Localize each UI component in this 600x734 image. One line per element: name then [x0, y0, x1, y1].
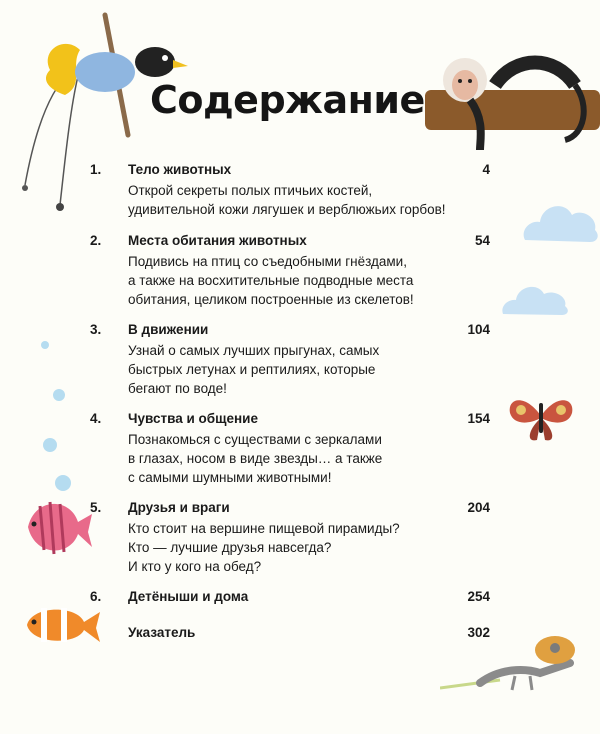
entry-heading: Друзья и враги	[128, 500, 230, 515]
entry-page: 254	[467, 589, 490, 604]
entry-heading: Тело животных	[128, 162, 232, 177]
entry-number: 1.	[90, 162, 102, 177]
entry-description	[128, 341, 468, 398]
entry-heading: Места обитания животных	[128, 233, 307, 248]
entry-description	[128, 181, 468, 219]
entry-heading: Детёныши и дома	[128, 589, 249, 604]
description-line: Подивись на птиц со съедобными гнёздами,	[128, 254, 407, 269]
entry-number: 5.	[90, 500, 102, 515]
entry-description	[128, 252, 468, 309]
description-line: в глазах, носом в виде звезды… а также	[128, 451, 383, 466]
entry-description	[128, 430, 468, 487]
entry-page: 302	[467, 625, 490, 640]
entry-description	[128, 519, 468, 576]
description-line: Узнай о самых лучших прыгунах, самых	[128, 343, 380, 358]
entry-heading: Чувства и общение	[128, 411, 258, 426]
description-line: Открой секреты полых птичьих костей,	[128, 183, 373, 198]
description-line: Кто стоит на вершине пищевой пирамиды?	[128, 521, 400, 536]
entry-number: 2.	[90, 233, 102, 248]
description-line: бегают по воде!	[128, 381, 227, 396]
description-line: Познакомься с существами с зеркалами	[128, 432, 382, 447]
entry-number: 4.	[90, 411, 102, 426]
page-title: Содержание	[150, 78, 425, 122]
description-line: быстрых летунах и рептилиях, которые	[128, 362, 376, 377]
entry-number: 6.	[90, 589, 102, 604]
description-line: Кто — лучшие друзья навсегда?	[128, 540, 332, 555]
description-line: удивительной кожи лягушек и верблюжьих горбов!	[128, 202, 446, 217]
entry-heading: Указатель	[128, 625, 196, 640]
description-line: с самыми шумными животными!	[128, 470, 332, 485]
entry-page: 154	[467, 411, 490, 426]
entry-page: 204	[467, 500, 490, 515]
entry-page: 54	[474, 233, 490, 248]
entry-page: 4	[482, 162, 490, 177]
entry-number: 3.	[90, 322, 102, 337]
description-line: И кто у кого на обед?	[128, 559, 262, 574]
description-line: обитания, целиком построенные из скелетов!	[128, 292, 414, 307]
entry-page: 104	[467, 322, 490, 337]
entry-heading: В движении	[128, 322, 209, 337]
description-line: а также на восхитительные подводные места	[128, 273, 414, 288]
